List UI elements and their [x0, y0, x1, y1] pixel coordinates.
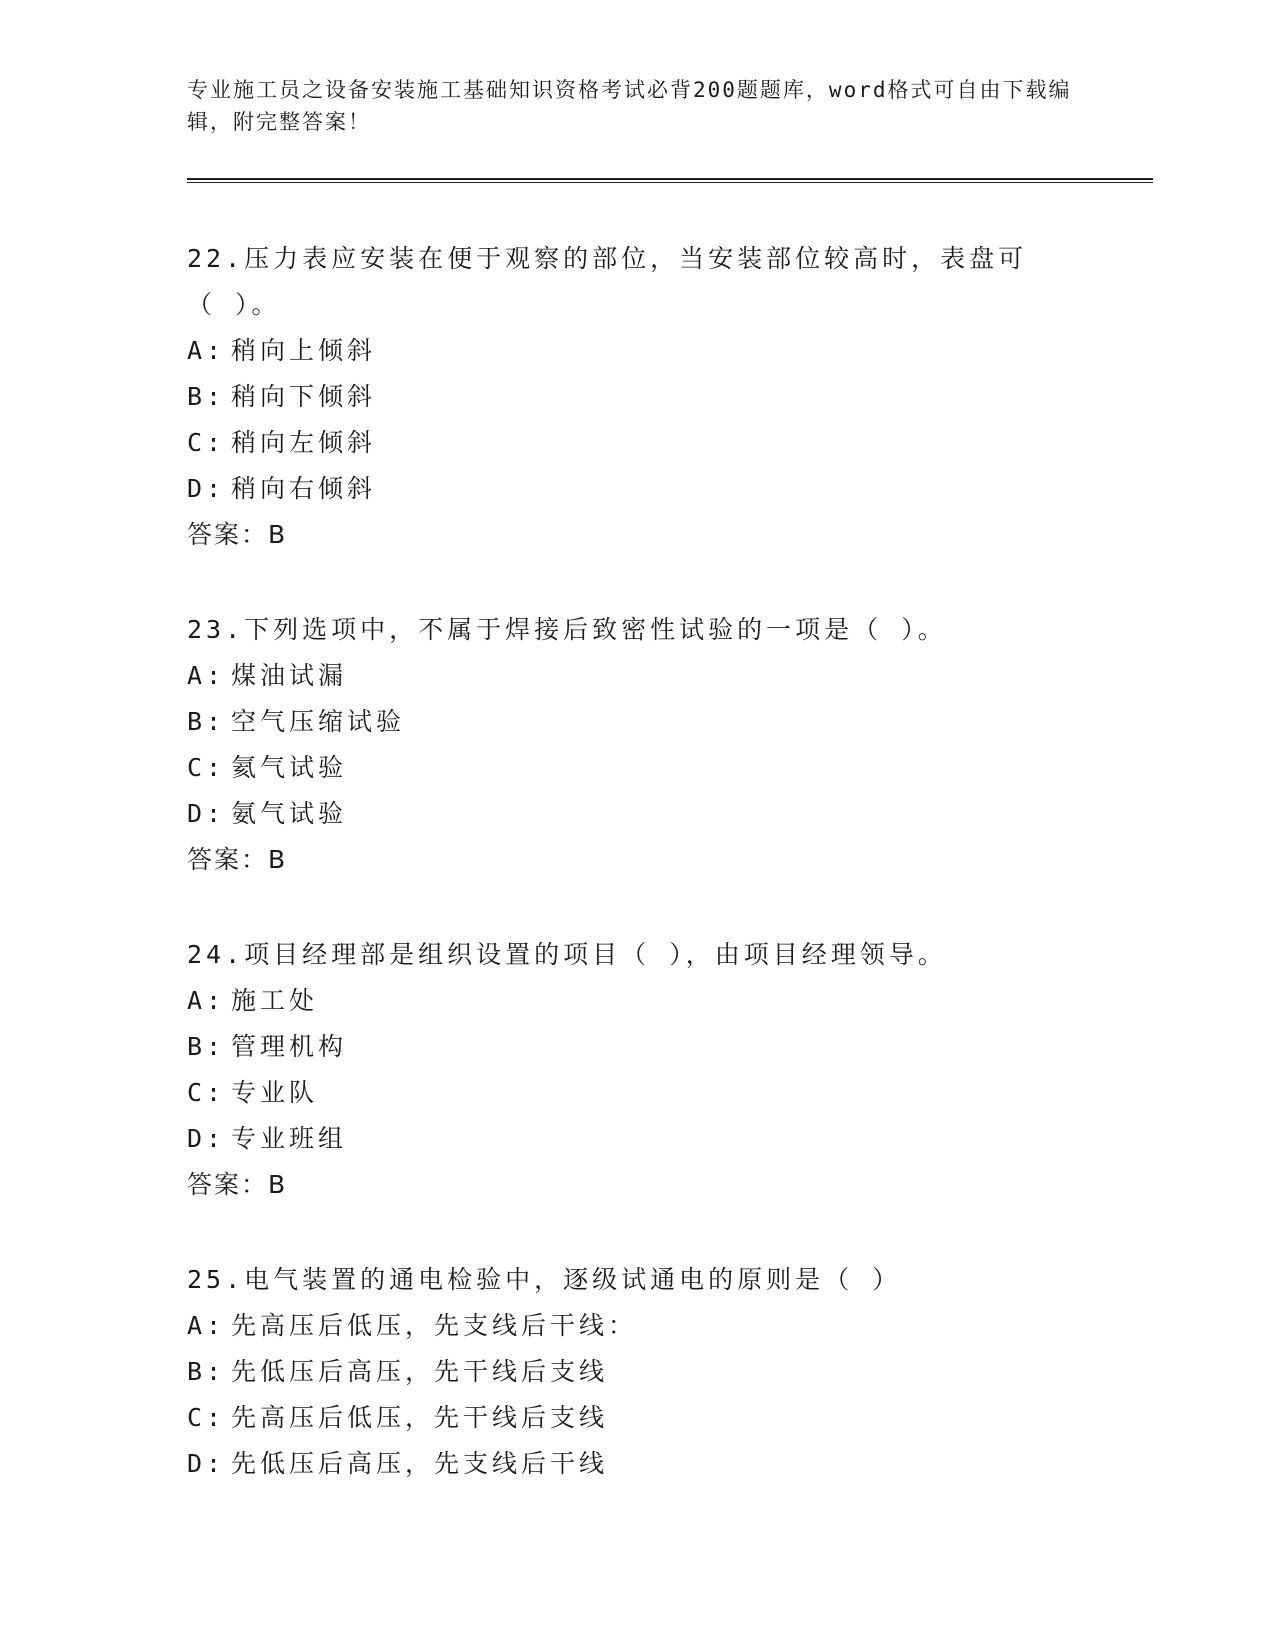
option-key: A: [187, 661, 226, 690]
option-key: D: [187, 474, 226, 503]
option-a [187, 653, 1137, 699]
option-key: C: [187, 428, 226, 457]
option-a [187, 978, 1137, 1024]
option-text: 施工处 [231, 986, 319, 1015]
option-text: 先低压后高压，先干线后支线 [231, 1357, 609, 1386]
option-text: 煤油试漏 [231, 661, 348, 690]
option-d [187, 1441, 1137, 1487]
answer-line: 答案：B [187, 845, 288, 874]
option-text: 氨气试验 [231, 799, 348, 828]
question-stem [187, 236, 1047, 328]
option-c [187, 420, 1137, 466]
option-b [187, 1349, 1137, 1395]
question-number: 23. [187, 615, 245, 644]
question-list [187, 236, 1137, 1536]
option-b [187, 374, 1137, 420]
option-key: B: [187, 707, 226, 736]
question-22 [187, 236, 1137, 558]
question-number: 24. [187, 940, 245, 969]
option-key: C: [187, 753, 226, 782]
option-key: B: [187, 382, 226, 411]
option-key: B: [187, 1357, 226, 1386]
question-text: 项目经理部是组织设置的项目（ ），由项目经理领导。 [244, 940, 947, 969]
option-text: 先高压后低压，先干线后支线 [231, 1403, 609, 1432]
option-text: 稍向上倾斜 [231, 336, 377, 365]
question-text: 下列选项中，不属于焊接后致密性试验的一项是（ ）。 [244, 615, 947, 644]
option-text: 稍向左倾斜 [231, 428, 377, 457]
option-text: 氦气试验 [231, 753, 348, 782]
option-key: C: [187, 1403, 226, 1432]
option-d [187, 1116, 1137, 1162]
option-key: B: [187, 1032, 226, 1061]
option-text: 先高压后低压，先支线后干线： [231, 1311, 638, 1340]
option-text: 稍向右倾斜 [231, 474, 377, 503]
option-text: 空气压缩试验 [231, 707, 406, 736]
option-key: D: [187, 1124, 226, 1153]
question-25 [187, 1257, 1137, 1487]
option-text: 专业班组 [231, 1124, 348, 1153]
answer-line: 答案：B [187, 1170, 288, 1199]
option-key: A: [187, 986, 226, 1015]
question-text: 压力表应安装在便于观察的部位，当安装部位较高时，表盘可（ ）。 [187, 244, 1028, 319]
question-number: 25. [187, 1265, 245, 1294]
header-divider [187, 178, 1153, 183]
option-key: D: [187, 1449, 226, 1478]
question-24 [187, 932, 1137, 1208]
option-c [187, 745, 1137, 791]
question-stem [187, 607, 1047, 653]
question-stem [187, 1257, 1047, 1303]
question-23 [187, 607, 1137, 883]
option-key: D: [187, 799, 226, 828]
answer-line: 答案：B [187, 520, 288, 549]
option-b [187, 1024, 1137, 1070]
option-key: A: [187, 1311, 226, 1340]
option-text: 专业队 [231, 1078, 319, 1107]
option-d [187, 791, 1137, 837]
option-key: C: [187, 1078, 226, 1107]
option-text: 管理机构 [231, 1032, 348, 1061]
question-number: 22. [187, 244, 245, 273]
option-text: 稍向下倾斜 [231, 382, 377, 411]
option-c [187, 1070, 1137, 1116]
question-stem [187, 932, 1047, 978]
option-a [187, 328, 1137, 374]
option-d [187, 466, 1137, 512]
question-text: 电气装置的通电检验中，逐级试通电的原则是（ ） [244, 1265, 902, 1294]
option-key: A: [187, 336, 226, 365]
option-text: 先低压后高压，先支线后干线 [231, 1449, 609, 1478]
option-b [187, 699, 1137, 745]
option-a [187, 1303, 1137, 1349]
option-c [187, 1395, 1137, 1441]
document-header-title: 专业施工员之设备安装施工基础知识资格考试必背200题题库，word格式可自由下载编辑，附完整答案！ [187, 78, 1072, 134]
